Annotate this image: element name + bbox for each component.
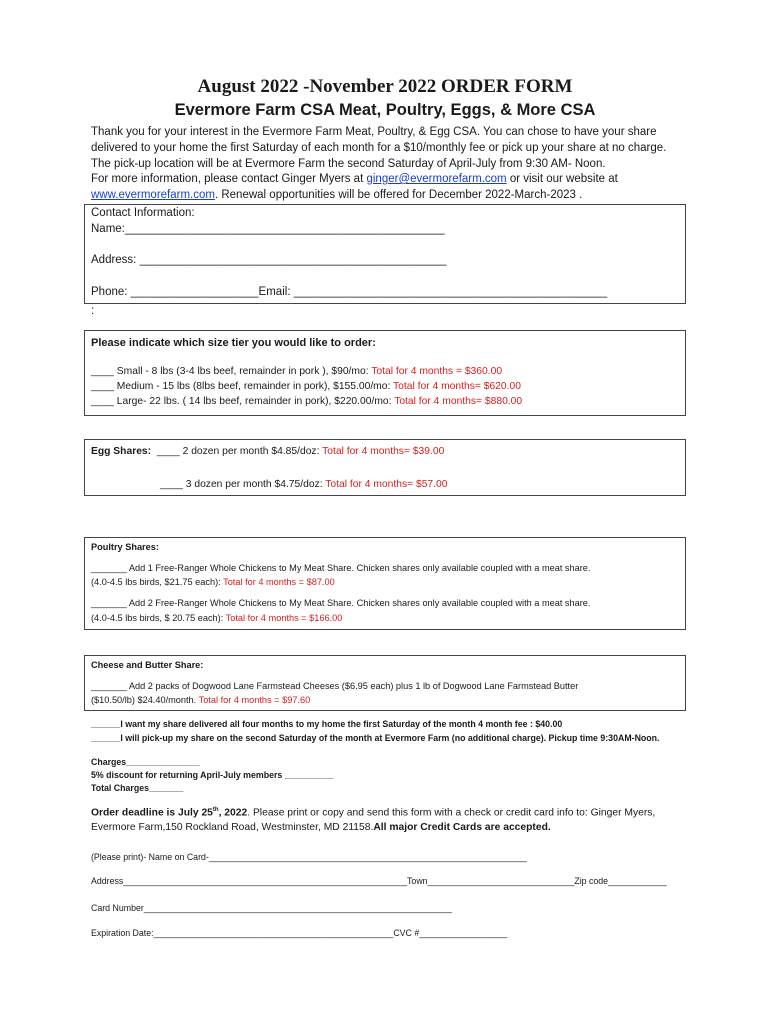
farm-address: Evermore Farm,150 Rockland Road, Westminster, MD 21158. — [91, 822, 374, 833]
poultry-option-1-line-2 — [91, 577, 335, 587]
tier-option-medium[interactable] — [91, 381, 521, 392]
website-link[interactable]: www.evermorefarm.com — [91, 189, 215, 201]
tier-small-total: Total for 4 months = $360.00 — [371, 366, 503, 377]
phone-email-field[interactable]: Phone: ____________________Email: _________________________________________________ — [91, 286, 608, 298]
intro-contact-text: For more information, please contact Ginger Myers at — [91, 173, 367, 185]
card-expiration-field[interactable]: Expiration Date:_________________________________________________CVC #__________________ — [91, 928, 508, 938]
poultry-option-2-line-2 — [91, 613, 342, 623]
egg-option-2-dozen[interactable] — [91, 446, 444, 457]
deadline-bold: Order deadline is July 25 — [91, 807, 213, 819]
egg-label: Egg Shares: — [91, 446, 152, 457]
tier-medium-total: Total for 4 months= $620.00 — [393, 381, 521, 392]
cheese-total: Total for 4 months = $97.60 — [198, 695, 311, 705]
cheese-option[interactable] — [91, 681, 578, 691]
delivery-option-pickup[interactable]: ______I will pick-up my share on the second Saturday of the month at Evermore Farm (no additional charge). Pickup time 9:30AM-Noon. — [91, 733, 660, 743]
tier-large-text: ____ Large- 22 lbs. ( 14 lbs beef, remainder in pork), $220.00/mo: — [91, 396, 395, 407]
intro-line-5 — [91, 189, 582, 201]
contact-heading: Contact Information: — [91, 207, 195, 219]
egg-option-3-dozen[interactable] — [160, 479, 447, 490]
deadline-line-2 — [91, 822, 551, 833]
poultry-opt1-total: Total for 4 months = $87.00 — [223, 577, 335, 587]
egg-opt2-total: Total for 4 months= $57.00 — [325, 479, 448, 490]
intro-line-3: The pick-up location will be at Evermore Farm the second Saturday of April-July from 9:30 AM- Noon. — [91, 158, 606, 170]
name-field[interactable]: Name:__________________________________________________ — [91, 223, 445, 235]
poultry-option-2[interactable] — [91, 598, 590, 608]
cheese-price: ($10.50/lb) $24.40/month. — [91, 695, 199, 705]
poultry-opt2-blank: _______ — [91, 598, 127, 608]
total-charges-field[interactable]: Total Charges_______ — [91, 783, 184, 793]
form-subtitle: Evermore Farm CSA Meat, Poultry, Eggs, & More CSA — [174, 101, 596, 119]
intro-website-text: or visit our website at — [506, 173, 618, 185]
intro-line-1: Thank you for your interest in the Evermore Farm Meat, Poultry, & Egg CSA. You can chose to have your share — [91, 126, 657, 138]
poultry-opt2-total: Total for 4 months = $166.00 — [225, 613, 343, 623]
cheese-option-line-2 — [91, 695, 310, 705]
form-title: August 2022 -November 2022 ORDER FORM — [197, 76, 573, 97]
egg-opt2-text: ____ 3 dozen per month $4.75/doz: — [160, 479, 326, 490]
poultry-opt1-blank: _______ — [91, 563, 127, 573]
address-field[interactable]: Address: ________________________________________________ — [91, 254, 447, 266]
card-number-field[interactable]: Card Number_______________________________________________________________ — [91, 903, 453, 913]
deadline-line-1 — [91, 807, 655, 818]
tier-medium-text: ____ Medium - 15 lbs (8lbs beef, remainder in pork), $155.00/mo: — [91, 381, 394, 392]
cheese-text: Add 2 packs of Dogwood Lane Farmstead Cheeses ($6.95 each) plus 1 lb of Dogwood Lane Farmstead Butter — [126, 681, 579, 691]
discount-field[interactable]: 5% discount for returning April-July members __________ — [91, 770, 334, 780]
delivery-option-home[interactable]: ______I want my share delivered all four months to my home the first Saturday of the month 4 month fee : $40.00 — [91, 719, 563, 729]
poultry-opt2-text: Add 2 Free-Ranger Whole Chickens to My Meat Share. Chicken shares only available coupled with a meat share. — [126, 598, 591, 608]
tier-small-text: ____ Small - 8 lbs (3-4 lbs beef, remainder in pork ), $90/mo: — [91, 366, 372, 377]
egg-opt1-text: 2 dozen per month $4.85/doz: — [179, 446, 323, 457]
renewal-text: . Renewal opportunities will be offered for December 2022-March-2023 . — [214, 189, 583, 201]
tier-heading: Please indicate which size tier you would like to order: — [91, 337, 376, 349]
tier-option-small[interactable] — [91, 366, 502, 377]
card-name-field[interactable]: (Please print)- Name on Card-_________________________________________________________________ — [91, 852, 527, 862]
stray-colon: : — [91, 305, 95, 317]
intro-line-2: delivered to your home the first Saturday of each month for a $10/monthly fee or pick up your share at no charge. — [91, 142, 667, 154]
deadline-instructions: . Please print or copy and send this form with a check or credit card info to: Ginger Myers, — [247, 807, 656, 819]
deadline-year: , 2022 — [218, 807, 248, 819]
cheese-heading: Cheese and Butter Share: — [91, 660, 204, 670]
egg-opt1-total: Total for 4 months= $39.00 — [322, 446, 445, 457]
deadline-sup: th — [212, 807, 219, 813]
card-address-field[interactable]: Address__________________________________________________________Town______________________________Zip code____________ — [91, 876, 667, 886]
tier-option-large[interactable] — [91, 396, 522, 407]
poultry-opt1-price: (4.0-4.5 lbs birds, $21.75 each): — [91, 577, 224, 587]
cheese-blank: _______ — [91, 681, 127, 691]
tier-large-total: Total for 4 months= $880.00 — [394, 396, 523, 407]
egg-blank: ____ — [156, 446, 180, 457]
poultry-opt2-price: (4.0-4.5 lbs birds, $ 20.75 each): — [91, 613, 226, 623]
poultry-opt1-text: Add 1 Free-Ranger Whole Chickens to My Meat Share. Chicken shares only available coupled with a meat share. — [126, 563, 591, 573]
intro-line-4 — [91, 173, 618, 185]
charges-field[interactable]: Charges_______________ — [91, 757, 200, 767]
email-link[interactable]: ginger@evermorefarm.com — [366, 173, 507, 185]
poultry-heading: Poultry Shares: — [91, 542, 159, 552]
poultry-option-1[interactable] — [91, 563, 590, 573]
credit-cards-note: All major Credit Cards are accepted. — [373, 822, 551, 833]
